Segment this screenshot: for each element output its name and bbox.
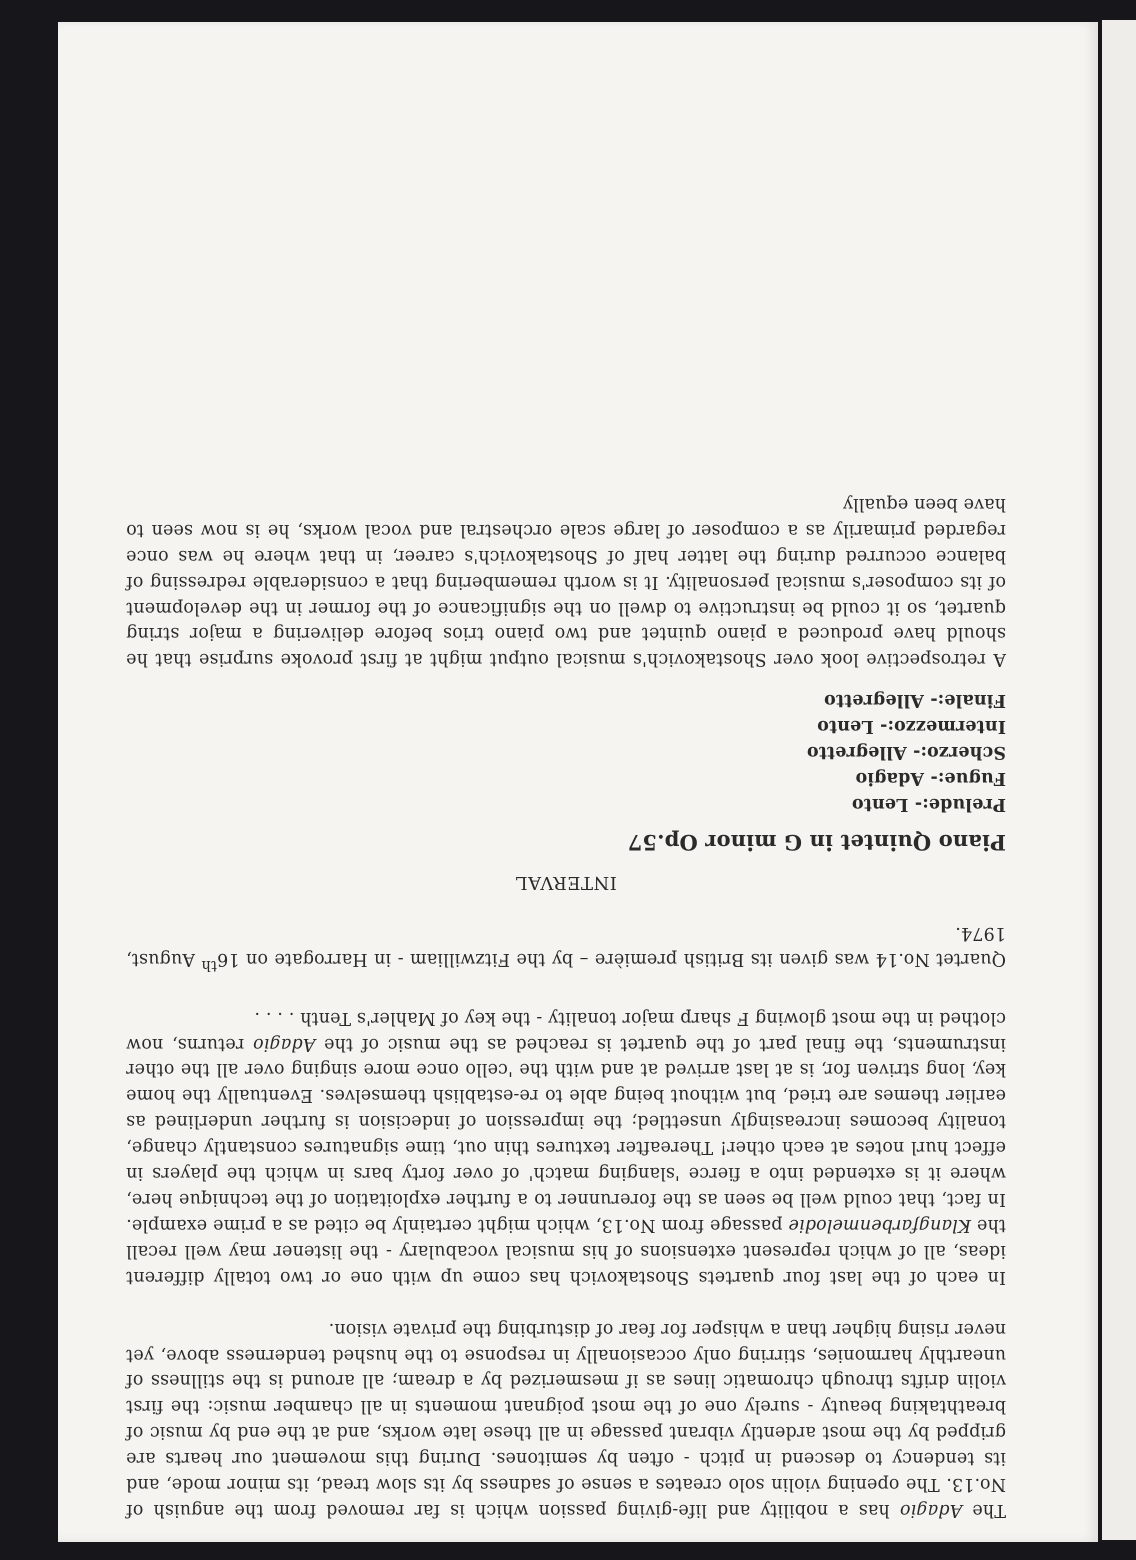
paragraph-premiere bbox=[126, 919, 1006, 978]
adjacent-page-edge bbox=[1102, 20, 1136, 1540]
page-content-rotated bbox=[58, 22, 1098, 1542]
paragraph-gap bbox=[126, 978, 1006, 1004]
paragraph-gap bbox=[126, 1289, 1006, 1315]
last-four-text-b: passage from No.13, which might certainly be cited as a prime example. In fact, that could well be seen as the forerunner to a further exploitation of the technique here, where it is extended into a fierce 'slanging match' of over forty bars in which the players in effect hurl notes at each other! Thereafter textures thin out, time signatures constantly change, tonality becomes increasingly unsettled; the impression of indecision is further underlined as earlier themes are tried, but without being able to re-establish themselves. Eventually the home key, long striven for, is at last arrived at and with the 'cello once more singing over all the other instruments, the final part of the quartet is reached as the music of the bbox=[125, 1033, 1006, 1235]
adagio-italic-2: Adagio bbox=[252, 1033, 316, 1054]
premiere-text-b: August, 1974. bbox=[126, 923, 1006, 969]
paragraph-last-four bbox=[126, 1004, 1006, 1289]
adagio-text: has a nobility and life-giving passion which is far removed from the anguish of No.13. The opening violin solo creates a sense of sadness by its slow tread, its minor mode, and its tendency to descend in pitch - often by semitones. During this movement our hearts are gripped by the most ardently vibrant passage in all these late works, and at the end by music of breathtaking beauty - surely one of the most poignant moments in all chamber music: the first violin drifts through chromatic lines as if mesmerized by a dream; all around is the stillness of unearthly harmonies, stirring only occasionally in response to the hushed tenderness above, yet never rising higher than a whisper for fear of disturbing the private vision. bbox=[126, 1318, 1006, 1520]
premiere-text-a: Quartet No.14 was given its British première – by the Fitzwilliam - in Harrogate on 16 bbox=[216, 948, 1006, 969]
paragraph-retrospective: A retrospective look over Shostakovich's musical output might at first provoke surprise that he should have produced a piano quintet and two piano trios before delivering a major string quartet, so it could be instructive to dwell on the significance of the former in the development of its composer's musical personality. It is worth remembering that a considerable redressing of balance occurred during the latter half of Shostakovich's career, in that where he was once regarded primarily as a composer of large scale orchestral and vocal works, he is now seen to have been equally bbox=[126, 493, 1006, 670]
last-four-text-a: In each of the last four quartets Shostakovich has come up with one or two totally different ideas, all of which represent extensions of his musical vocabulary - the listener may well recall the bbox=[126, 1214, 1006, 1287]
movement-item: Scherzo:- Allegretto bbox=[806, 742, 1006, 763]
text-block bbox=[126, 490, 1006, 1522]
premiere-superscript: th bbox=[201, 956, 217, 974]
movement-item: Fugue:- Adagio bbox=[855, 768, 1006, 789]
piece-title: Piano Quintet in G minor Op.57 bbox=[627, 830, 1006, 856]
movement-item: Finale:- Allegretto bbox=[823, 690, 1006, 711]
last-four-text-c: returns, now clothed in the most glowing F sharp major tonality - the key of Mahler's Tenth . . . . bbox=[126, 1007, 1006, 1054]
movement-item: Intermezzo:- Lento bbox=[817, 716, 1006, 737]
document-page bbox=[58, 22, 1098, 1542]
adagio-italic: Adagio bbox=[899, 1500, 963, 1520]
movement-item: Prelude:- Lento bbox=[851, 794, 1006, 815]
klangfarbenmelodie-italic: Klangfarbenmelodie bbox=[788, 1214, 971, 1235]
word-the: The bbox=[972, 1500, 1006, 1520]
paragraph-adagio bbox=[126, 1315, 1006, 1522]
movement-list bbox=[126, 687, 1006, 817]
interval-heading: INTERVAL bbox=[515, 872, 617, 894]
